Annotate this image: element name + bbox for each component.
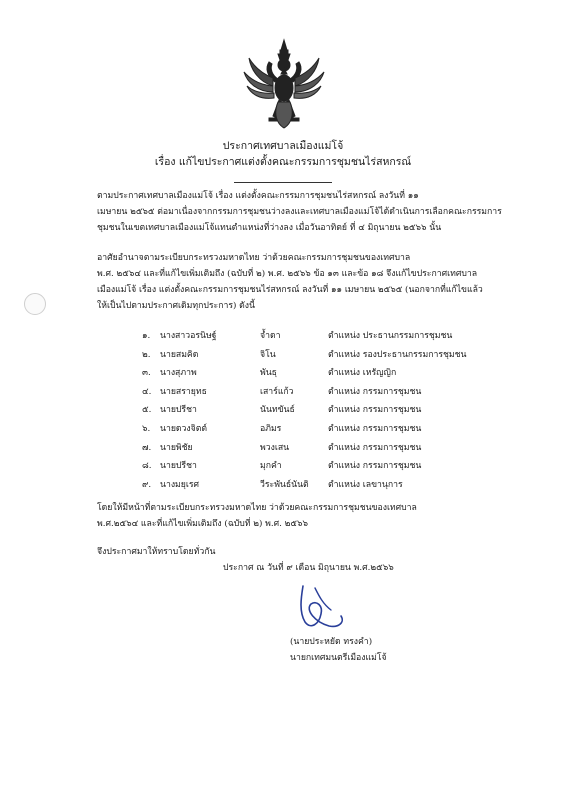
- member-position: ตำแหน่ง เลขานุการ: [328, 479, 403, 490]
- signatory-name: (นายประหยัด ทรงคำ): [290, 637, 373, 647]
- member-last-name: อภิมร: [260, 423, 282, 434]
- member-first-name: นางมยุเรศ: [160, 479, 200, 490]
- announce-date: ประกาศ ณ วันที่ ๙ เดือน มิถุนายน พ.ศ.๒๕๖๖: [223, 563, 394, 573]
- member-last-name: มุกคำ: [260, 461, 282, 472]
- member-position: ตำแหน่ง กรรมการชุมชน: [328, 405, 422, 416]
- paragraph-1-line-2: เมษายน ๒๕๖๕ ต่อมาเนื่องจากกรรมการชุมชนว่างลงและเทศบาลเมืองแม่โจ้ได้ดำเนินการเลือกคณะกรรมการ: [97, 207, 502, 217]
- member-position: ตำแหน่ง กรรมการชุมชน: [328, 423, 422, 434]
- member-last-name: นันทขันธ์: [260, 405, 295, 416]
- member-number: ๘.: [142, 461, 152, 472]
- member-number: ๒.: [142, 349, 151, 360]
- member-first-name: นายดวงจิตต์: [160, 423, 208, 434]
- member-number: ๖.: [142, 423, 151, 434]
- member-last-name: พันธุ: [260, 368, 277, 379]
- member-number: ๑.: [142, 331, 151, 341]
- member-last-name: จ้ำดา: [260, 331, 281, 341]
- handwritten-signature: [285, 582, 355, 634]
- paragraph-1-line-3: ชุมชนในเขตเทศบาลเมืองแม่โจ้แทนตำแหน่งที่ว่างลง เมื่อวันอาทิตย์ ที่ ๔ มิถุนายน ๒๕๖๖ นั้น: [97, 223, 442, 233]
- signatory-position: นายกเทศมนตรีเมืองแม่โจ้: [290, 653, 387, 663]
- member-last-name: พวงเสน: [260, 442, 290, 453]
- paragraph-3-line-2: พ.ศ.๒๕๖๔ และที่แก้ไขเพิ่มเติมถึง (ฉบับที่ ๒) พ.ศ. ๒๕๖๖: [97, 519, 308, 529]
- paragraph-2-line-1: อาศัยอำนาจตามระเบียบกระทรวงมหาดไทย ว่าด้วยคณะกรรมการชุมชนของเทศบาล: [97, 253, 411, 263]
- member-position: ตำแหน่ง เหรัญญิก: [328, 368, 397, 379]
- member-last-name: วีระพันธ์นันติ: [260, 479, 309, 490]
- paragraph-3-line-1: โดยให้มีหน้าที่ตามระเบียบกระทรวงมหาดไทย ว่าด้วยคณะกรรมการชุมชนของเทศบาล: [97, 503, 417, 513]
- member-number: ๗.: [142, 442, 152, 453]
- paragraph-2-line-3: เมืองแม่โจ้ เรื่อง แต่งตั้งคณะกรรมการชุมชนไร่สหกรณ์ ลงวันที่ ๑๑ เมษายน ๒๕๖๕ (นอกจากที่แก้ไขแล้ว: [97, 285, 483, 295]
- announce-text: จึงประกาศมาให้ทราบโดยทั่วกัน: [97, 547, 216, 557]
- member-first-name: นายพิชัย: [160, 442, 193, 453]
- paragraph-1-line-1: ตามประกาศเทศบาลเมืองแม่โจ้ เรื่อง แต่งตั้งคณะกรรมการชุมชนไร่สหกรณ์ ลงวันที่ ๑๑: [97, 191, 419, 201]
- member-number: ๓.: [142, 368, 151, 379]
- member-first-name: นางสาวอรนิษฐ์: [160, 331, 217, 341]
- member-position: ตำแหน่ง กรรมการชุมชน: [328, 386, 422, 397]
- member-last-name: เสาร์แก้ว: [260, 386, 294, 397]
- document-subject: เรื่อง แก้ไขประกาศแต่งตั้งคณะกรรมการชุมชนไร่สหกรณ์: [154, 156, 412, 168]
- member-first-name: นายสมคิด: [160, 349, 199, 360]
- member-position: ตำแหน่ง ประธานกรรมการชุมชน: [328, 331, 453, 341]
- document-title: ประกาศเทศบาลเมืองแม่โจ้: [222, 140, 344, 152]
- member-first-name: นายสรายุทธ: [160, 386, 207, 397]
- member-number: ๔.: [142, 386, 152, 397]
- member-number: ๕.: [142, 405, 152, 416]
- member-last-name: จิโน: [260, 349, 276, 360]
- member-position: ตำแหน่ง กรรมการชุมชน: [328, 442, 422, 453]
- member-first-name: นายปรีชา: [160, 405, 197, 416]
- member-first-name: นางสุภาพ: [160, 368, 197, 379]
- title-divider: [234, 182, 332, 183]
- member-position: ตำแหน่ง กรรมการชุมชน: [328, 461, 422, 472]
- member-position: ตำแหน่ง รองประธานกรรมการชุมชน: [328, 349, 467, 360]
- member-number: ๙.: [142, 479, 152, 490]
- paragraph-2-line-4: ให้เป็นไปตามประกาศเดิมทุกประการ) ดังนี้: [97, 301, 255, 311]
- punch-hole: [24, 293, 46, 315]
- paragraph-2-line-2: พ.ศ. ๒๕๖๔ และที่แก้ไขเพิ่มเติมถึง (ฉบับที่ ๒) พ.ศ. ๒๕๖๖ ข้อ ๑๓ และข้อ ๑๘ จึงแก้ไขประกาศเทศบาล: [97, 269, 478, 279]
- garuda-emblem-icon: [243, 38, 325, 130]
- member-first-name: นายปรีชา: [160, 461, 197, 472]
